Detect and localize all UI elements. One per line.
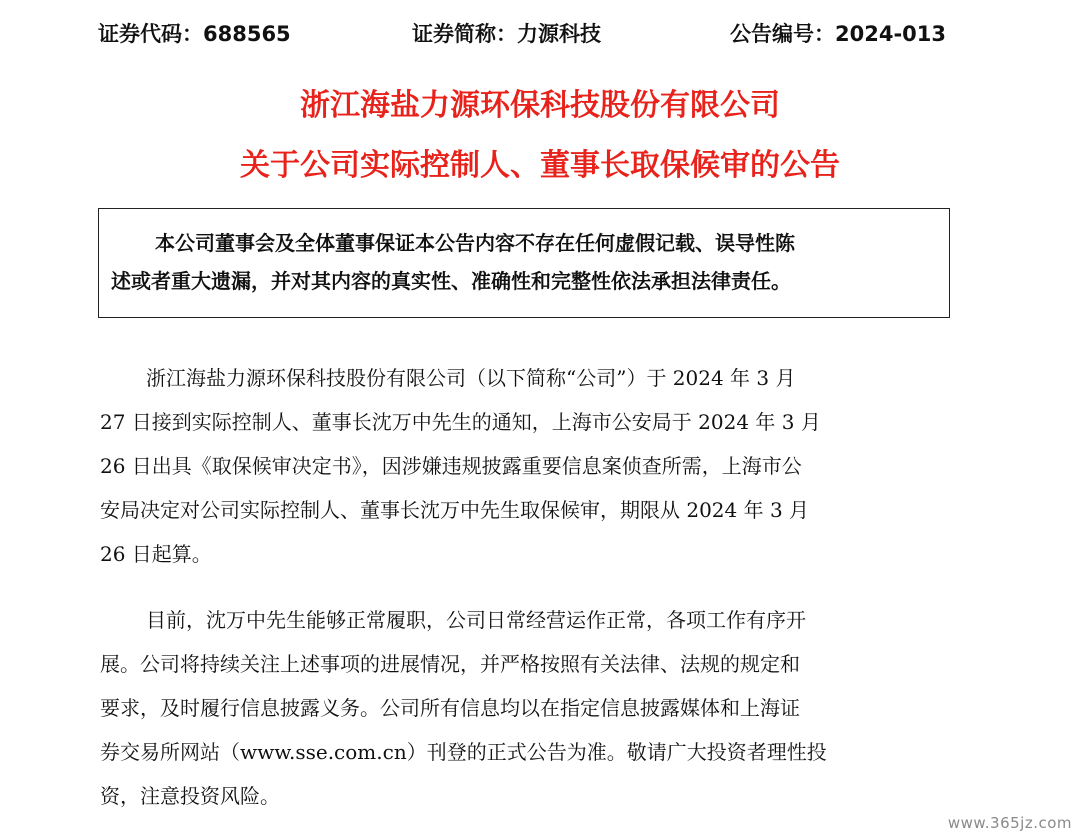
announcement-title: 关于公司实际控制人、董事长取保候审的公告 — [240, 148, 840, 183]
paragraph-line: 27 日接到实际控制人、董事长沈万中先生的通知，上海市公安局于 2024 年 3 月 — [100, 410, 821, 434]
paragraph-line: 目前，沈万中先生能够正常履职，公司日常经营运作正常，各项工作有序开 — [146, 608, 806, 632]
paragraph-line: 展。公司将持续关注上述事项的进展情况，并严格按照有关法律、法规的规定和 — [100, 652, 800, 676]
paragraph-control-person-bail — [100, 356, 950, 576]
board-statement-line: 述或者重大遗漏，并对其内容的真实性、准确性和完整性依法承担法律责任。 — [111, 269, 791, 293]
paragraph-line: 26 日起算。 — [100, 542, 212, 566]
announcement-number: 公告编号：2024-013 — [730, 22, 946, 46]
paragraph-line: 浙江海盐力源环保科技股份有限公司（以下简称“公司”）于 2024 年 3 月 — [146, 366, 796, 390]
paragraph-line: 安局决定对公司实际控制人、董事长沈万中先生取保候审，期限从 2024 年 3 月 — [100, 498, 810, 522]
board-statement-box — [98, 208, 950, 318]
paragraph-line: 券交易所网站（www.sse.com.cn）刊登的正式公告为准。敬请广大投资者理性投 — [100, 740, 827, 764]
document-header — [0, 14, 1080, 54]
company-title: 浙江海盐力源环保科技股份有限公司 — [300, 88, 780, 123]
site-watermark: www.365jz.com — [947, 814, 1072, 832]
paragraph-operations-status — [100, 598, 950, 818]
paragraph-line: 26 日出具《取保候审决定书》，因涉嫌违规披露重要信息案侦查所需，上海市公 — [100, 454, 802, 478]
board-statement-line: 本公司董事会及全体董事保证本公告内容不存在任何虚假记载、误导性陈 — [155, 231, 795, 255]
paragraph-line: 资，注意投资风险。 — [100, 784, 280, 808]
stock-code: 证券代码：688565 — [98, 22, 291, 46]
stock-short-name: 证券简称：力源科技 — [412, 22, 601, 46]
paragraph-line: 要求，及时履行信息披露义务。公司所有信息均以在指定信息披露媒体和上海证 — [100, 696, 800, 720]
